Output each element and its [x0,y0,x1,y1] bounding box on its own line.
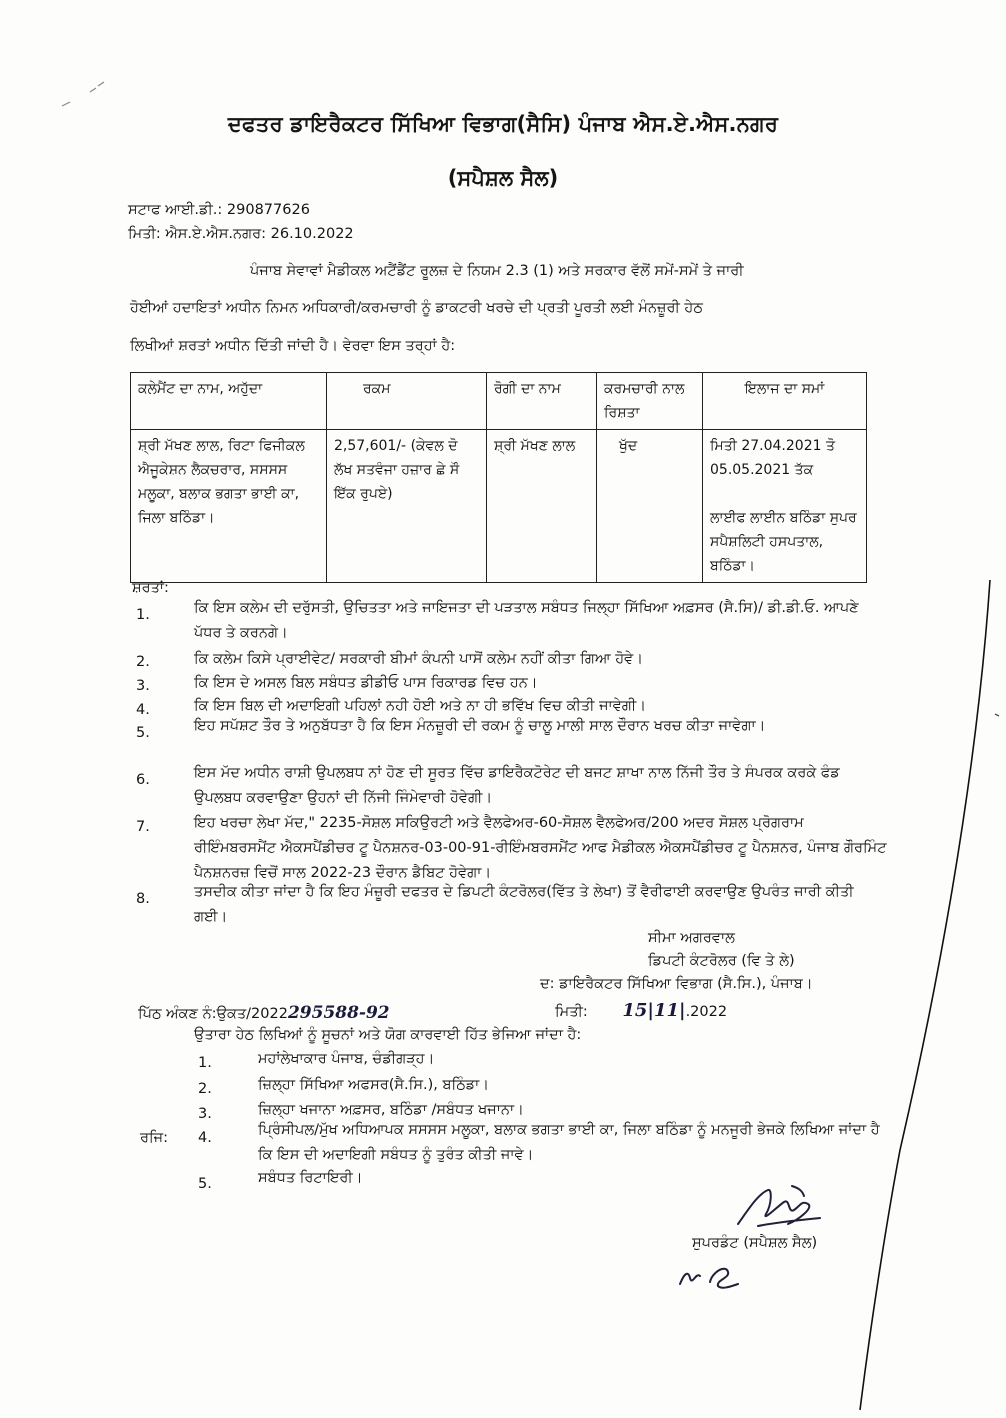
condition-text: ਇਹ ਸਪੱਸ਼ਟ ਤੌਰ ਤੇ ਅਨੁਬੱਧਤਾ ਹੈ ਕਿ ਇਸ ਮੰਨਜ਼ੂਰੀ ਦੀ ਰਕਮ ਨੂੰ ਚਾਲੂ ਮਾਲੀ ਸਾਲ ਦੌਰਾਨ ਖਰਚ ਕੀਤਾ ਜਾਵੇਗਾ। [194,718,766,734]
endorsement-item-text: ਜ਼ਿਲ੍ਹਾ ਖਜਾਨਾ ਅਫ਼ਸਰ, ਬਠਿੰਡਾ /ਸਬੰਧਤ ਖਜਾਨਾ। [258,1102,524,1118]
condition-number: 4. [136,702,150,718]
signatory-name: ਸੀਮਾ ਅਗਰਵਾਲ [648,930,735,946]
intro-line-3: ਲਿਖੀਆਂ ਸ਼ਰਤਾਂ ਅਧੀਨ ਦਿੱਤੀ ਜਾਂਦੀ ਹੈ। ਵੇਰਵਾ ਇਸ ਤਰ੍ਹਾਂ ਹੈ: [130,338,456,354]
endorsement-item-number: 5. [198,1176,212,1192]
signatory-office: ਦ: ਡਾਇਰੈਕਟਰ ਸਿੱਖਿਆ ਵਿਭਾਗ (ਸੈ.ਸਿ.), ਪੰਜਾਬ। [540,976,813,992]
office-title: ਦਫਤਰ ਡਾਇਰੈਕਟਰ ਸਿੱਖਿਆ ਵਿਭਾਗ(ਸੈਸਿ) ਪੰਜਾਬ ਐਸ.ਏ.ਐਸ.ਨਗਰ [227,112,779,136]
endorsement-item-text: ਪ੍ਰਿੰਸੀਪਲ/ਮੁੱਖ ਅਧਿਆਪਕ ਸਸਸਸ ਮਲੂਕਾ, ਬਲਾਕ ਭਗਤਾ ਭਾਈ ਕਾ, ਜਿਲਾ ਬਠਿੰਡਾ ਨੂੰ ਮਨਜੂਰੀ ਭੇਜਕੇ ਲਿਖਿਆ ਜਾਂਦਾ ਹੈ ਕਿ ਇਸ ਦੀ ਅਦਾਇਗੀ ਸਬੰਧਤ ਨੂੰ ਤੁਰੰਤ ਕੀਤੀ ਜਾਵੇ। [258,1122,880,1163]
cell-claimant: ਸ਼੍ਰੀ ਮੱਖਣ ਲਾਲ, ਰਿਟਾ ਫਿਜੀਕਲ ਐਜੂਕੇਸ਼ਨ ਲੈਕਚਰਾਰ, ਸਸਸਸ ਮਲੂਕਾ, ਬਲਾਕ ਭਗਤਾ ਭਾਈ ਕਾ, ਜਿਲਾ ਬਠਿੰਡਾ। [131,430,327,583]
cell-title: (ਸਪੈਸ਼ਲ ਸੈਲ) [447,166,559,190]
condition-text: ਕਿ ਇਸ ਬਿਲ ਦੀ ਅਦਾਇਗੀ ਪਹਿਲਾਂ ਨਹੀ ਹੋਈ ਅਤੇ ਨਾ ਹੀ ਭਵਿੱਖ ਵਿਚ ਕੀਤੀ ਜਾਵੇਗੀ। [194,698,647,714]
signatory-designation: ਡਿਪਟੀ ਕੰਟਰੋਲਰ (ਵਿ ਤੇ ਲੇ) [648,953,795,969]
hospital-name: ਲਾਈਫ ਲਾਈਨ ਬਠਿੰਡਾ ਸੁਪਰ ਸਪੈਸ਼ਲਿਟੀ ਹਸਪਤਾਲ, ਬਠਿੰਡਾ। [710,510,857,574]
conditions-heading: ਸ਼ਰਤਾਂ: [132,580,169,596]
handwritten-endorsement-number: 295588-92 [287,1003,390,1023]
header-amount: ਰਕਮ [327,373,487,430]
endorsement-item-number: 2. [198,1081,212,1097]
condition-number: 5. [136,725,150,741]
endorsement-date-label: ਮਿਤੀ: [555,1004,588,1020]
condition-number: 6. [136,772,150,788]
treatment-period: ਮਿਤੀ 27.04.2021 ਤੋ 05.05.2021 ਤੱਕ [710,438,835,478]
endorsement-item-number: 1. [198,1055,212,1071]
staff-id: ਸਟਾਫ ਆਈ.ਡੀ.: 290877626 [128,202,310,218]
condition-number: 8. [136,891,150,907]
header-patient: ਰੋਗੀ ਦਾ ਨਾਮ [487,373,597,430]
letter-date: ਮਿਤੀ: ਐਸ.ਏ.ਐਸ.ਨਗਰ: 26.10.2022 [128,226,354,242]
header-claimant: ਕਲੇਮੈਂਟ ਦਾ ਨਾਮ, ਅਹੁੱਦਾ [131,373,327,430]
endorsement-item-text: ਮਹਾਂਲੇਖਾਕਾਰ ਪੰਜਾਬ, ਚੰਡੀਗੜ੍ਹ। [258,1051,435,1067]
cell-amount: 2,57,601/- (ਕੇਵਲ ਦੋ ਲੱਖ ਸਤਵੰਜਾ ਹਜ਼ਾਰ ਛੇ ਸੌ ਇੱਕ ਰੁਪਏ) [327,430,487,583]
condition-text: ਇਸ ਮੱਦ ਅਧੀਨ ਰਾਸ਼ੀ ਉਪਲਬਧ ਨਾਂ ਹੋਣ ਦੀ ਸੂਰਤ ਵਿੱਚ ਡਾਇਰੈਕਟੋਰੇਟ ਦੀ ਬਜਟ ਸ਼ਾਖਾ ਨਾਲ ਨਿੱਜੀ ਤੌਰ ਤੇ ਸੰਪਰਕ ਕਰਕੇ ਫੰਡ ਉਪਲਬਧ ਕਰਵਾਉਣਾ ਉਹਨਾਂ ਦੀ ਨਿੱਜੀ ਜਿੰਮੇਵਾਰੀ ਹੋਵੇਗੀ। [194,765,840,806]
condition-text: ਤਸਦੀਕ ਕੀਤਾ ਜਾਂਦਾ ਹੈ ਕਿ ਇਹ ਮੰਜ਼ੂਰੀ ਦਫਤਰ ਦੇ ਡਿਪਟੀ ਕੰਟਰੋਲਰ(ਵਿੱਤ ਤੇ ਲੇਖਾ) ਤੋਂ ਵੈਰੀਫਾਈ ਕਰਵਾਉਣ ਉਪਰੰਤ ਜਾਰੀ ਕੀਤੀ ਗਈ। [194,884,854,925]
condition-number: 1. [136,607,150,623]
condition-text: ਇਹ ਖਰਚਾ ਲੇਖਾ ਮੱਦ," 2235-ਸੋਸ਼ਲ ਸਕਿਉਰਟੀ ਅਤੇ ਵੈਲਫੇਅਰ-60-ਸੋਸ਼ਲ ਵੈਲਫੇਅਰ/200 ਅਦਰ ਸੋਸ਼ਲ ਪ੍ਰੋਗਰਾਮ ਰੀਇੰਮਬਰਸਮੈਂਟ ਐਕਸਪੈਂਡੀਚਰ ਟੂ ਪੈਨਸ਼ਨਰ-03-00-91-ਰੀਇੰਮਬਰਸਮੈਂਟ ਆਫ ਮੈਡੀਕਲ ਐਕਸਪੈਂਡੀਚਰ ਟੂ ਪੈਨਸ਼ਨਰ, ਪੰਜਾਬ ਗੌਰਮਿੰਟ ਪੈਨਸ਼ਨਰਜ਼ ਵਿਚੋਂ ਸਾਲ 2022-23 ਦੌਰਾਨ ਡੈਬਿਟ ਹੋਵੇਗਾ। [194,815,887,881]
condition-number: 2. [136,654,150,670]
endorsement-prefix: ਪਿੱਠ ਅੰਕਣ ਨੰ:ਉਕਤ/2022 [138,1006,288,1022]
endorsement-item-text: ਸਬੰਧਤ ਰਿਟਾਇਰੀ। [258,1170,363,1186]
endorsement-item-number: 3. [198,1106,212,1122]
endorsement-item-text: ਜ਼ਿਲ੍ਹਾ ਸਿੱਖਿਆ ਅਫਸਰ(ਸੈ.ਸਿ.), ਬਠਿੰਡਾ। [258,1077,490,1093]
registered-label: ਰਜਿ: [140,1130,169,1146]
endorsement-item-number: 4. [198,1130,212,1146]
handwritten-date: 15|11| [622,1000,686,1021]
header-treatment-period: ਇਲਾਜ ਦਾ ਸਮਾਂ [703,373,867,430]
endorsement-intro: ਉਤਾਰਾ ਹੇਠ ਲਿਖਿਆਂ ਨੂੰ ਸੂਚਨਾਂ ਅਤੇ ਯੋਗ ਕਾਰਵਾਈ ਹਿੱਤ ਭੇਜਿਆ ਜਾਂਦਾ ਹੈ: [194,1027,582,1043]
intro-line-1: ਪੰਜਾਬ ਸੇਵਾਵਾਂ ਮੈਡੀਕਲ ਅਟੈਂਡੈਂਟ ਰੂਲਜ਼ ਦੇ ਨਿਯਮ 2.3 (1) ਅਤੇ ਸਰਕਾਰ ਵੱਲੋਂ ਸਮੇਂ-ਸਮੇਂ ਤੇ ਜਾਰੀ [250,263,744,279]
condition-number: 3. [136,678,150,694]
cell-patient: ਸ਼੍ਰੀ ਮੱਖਣ ਲਾਲ [487,430,597,583]
condition-number: 7. [136,819,150,835]
condition-text: ਕਿ ਕਲੇਮ ਕਿਸੇ ਪ੍ਰਾਈਵੇਟ/ ਸਰਕਾਰੀ ਬੀਮਾਂ ਕੰਪਨੀ ਪਾਸੋਂ ਕਲੇਮ ਨਹੀਂ ਕੀਤਾ ਗਿਆ ਹੋਵੇ। [194,651,643,667]
endorsement-date-year: .2022 [685,1004,728,1020]
condition-text: ਕਿ ਇਸ ਕਲੇਮ ਦੀ ਦਰੁੱਸਤੀ, ਉਚਿਤਤਾ ਅਤੇ ਜਾਇਜਤਾ ਦੀ ਪੜਤਾਲ ਸਬੰਧਤ ਜਿਲ੍ਹਾ ਸਿੱਖਿਆ ਅਫ਼ਸਰ (ਸੈ.ਸਿ)/ ਡੀ.ਡੀ.ਓ. ਆਪਣੇ ਪੱਧਰ ਤੇ ਕਰਨਗੇ। [194,600,859,641]
condition-text: ਕਿ ਇਸ ਦੇ ਅਸਲ ਬਿਲ ਸਬੰਧਤ ਡੀਡੀਓ ਪਾਸ ਰਿਕਾਰਡ ਵਿਚ ਹਨ। [194,675,538,691]
intro-line-2: ਹੋਈਆਂ ਹਦਾਇਤਾਂ ਅਧੀਨ ਨਿਮਨ ਅਧਿਕਾਰੀ/ਕਰਮਚਾਰੀ ਨੂੰ ਡਾਕਟਰੀ ਖਰਚੇ ਦੀ ਪ੍ਰਤੀ ਪੂਰਤੀ ਲਈ ਮੰਨਜ਼ੂਰੀ ਹੇਠ [130,300,703,316]
cell-relation: ਖੁੱਦ [597,430,703,583]
header-relation: ਕਰਮਚਾਰੀ ਨਾਲ ਰਿਸ਼ਤਾ [597,373,703,430]
superintendent-label: ਸੁਪਰਡੰਟ (ਸਪੈਸ਼ਲ ਸੈਲ) [692,1235,818,1251]
